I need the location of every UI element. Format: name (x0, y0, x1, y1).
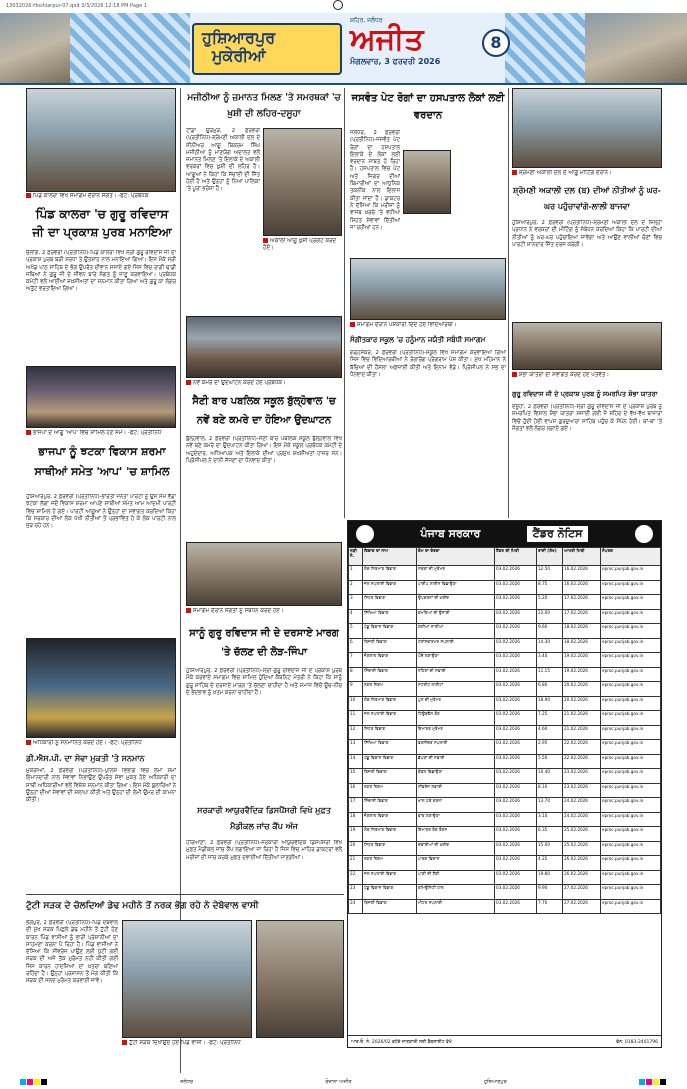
kalra-photo (26, 88, 176, 192)
tender-cell: 13 (349, 740, 363, 755)
tender-row (349, 725, 661, 740)
bjp-body: ਹੁਸ਼ਿਆਰਪੁਰ, 2 ਫ਼ਰਵਰੀ (ਪ੍ਰਤੀਨਿਧ)-ਭਾਰਤੀ ਜਨਤਾ ਪਾਰਟੀ ਨੂੰ ਉਸ ਸਮੇਂ ਵੱਡਾ ਝਟਕਾ ਲੱਗਾ ਜਦੋਂ ਵਿਕਾਸ ਸ਼ਰਮਾ ਆਪਣੇ ਸਾਥੀਆਂ ਸਮੇਤ ਆਮ ਆਦਮੀ ਪਾਰਟੀ ਵਿਚ ਸ਼ਾਮਿਲ ਹੋ ਗਏ। ਪਾਰਟੀ ਆਗੂਆਂ ਨੇ ਉਨ੍ਹਾਂ ਦਾ ਸਵਾਗਤ ਕਰਦਿਆਂ ਕਿਹਾ ਕਿ ਸਰਕਾਰ ਦੀਆਂ ਲੋਕ ਪੱਖੀ ਨੀਤੀਆਂ ਤੋਂ ਪ੍ਰਭਾਵਿਤ ਹੋ ਕੇ ਲੋਕ ਪਾਰਟੀ ਨਾਲ ਜੁੜ ਰਹੇ ਹਨ। (26, 494, 176, 530)
samagam-photo (350, 258, 506, 320)
tender-cell: 03.02.2026 (495, 740, 537, 755)
tender-cell: 03.02.2026 (495, 711, 537, 726)
tender-cell: ਪੁਲ ਦੀ ਮੁਰੰਮਤ (417, 696, 495, 711)
tender-cell: 12.50 (537, 566, 563, 581)
tender-row (349, 769, 661, 784)
tender-cell: 4.60 (537, 725, 563, 740)
tender-col-header: ਲੜੀ ਨੰ. (349, 548, 363, 566)
tender-cell: 25.02.2026 (563, 841, 601, 856)
caption-bullet (512, 372, 517, 377)
tender-cell: 03.02.2026 (495, 624, 537, 639)
tender-cell: 26.02.2026 (563, 870, 601, 885)
tender-cell: ਨਗਰ ਨਿਗਮ (363, 682, 417, 697)
samagam-headline: ਸੰਗੀਤਕਾਰ ਸਕੂਲ 'ਚ ਹਨੂੰਮਾਨ ਜਯੰਤੀ ਸਬੰਧੀ ਸਮਾਗਮ (350, 335, 486, 344)
tender-cell: ਸਿੱਖਿਆ ਵਿਭਾਗ (363, 740, 417, 755)
masthead-photo-left (0, 13, 70, 85)
tender-cell: ਸਿੰਚਾਈ ਵਿਭਾਗ (363, 798, 417, 813)
tender-cell: 20.02.2026 (563, 696, 601, 711)
masthead (0, 13, 687, 85)
kalra-headline: ਪਿੰਡ ਕਾਲਰਾ 'ਚ ਗੁਰੂ ਰਵਿਦਾਸ ਜੀ ਦਾ ਪ੍ਰਕਾਸ਼ ਪੁਰਬ ਮਨਾਇਆ (32, 207, 172, 239)
tender-row (349, 899, 661, 914)
tender-cell: 13.70 (537, 798, 563, 813)
tender-row (349, 841, 661, 856)
tender-cell: 11 (349, 711, 363, 726)
sant-body: ਹੁਸ਼ਿਆਰਪੁਰ, 2 ਫ਼ਰਵਰੀ (ਪ੍ਰਤੀਨਿਧ)-ਸ੍ਰੀ ਗੁਰੂ ਰਵਿਦਾਸ ਜੀ ਦੇ ਪ੍ਰਕਾਸ਼ ਪੁਰਬ ਮੌਕੇ ਕਰਵਾਏ ਸਮਾਗਮ ਵਿਚ ਸ਼ਾਮਿਲ ਹੁੰਦਿਆਂ ਕੈਬਨਿਟ ਮੰਤਰੀ ਨੇ ਕਿਹਾ ਕਿ ਸਾਨੂੰ ਗੁਰੂ ਸਾਹਿਬ ਦੇ ਦਰਸਾਏ ਮਾਰਗ 'ਤੇ ਚੱਲਣਾ ਚਾਹੀਦਾ ਹੈ ਅਤੇ ਸਮਾਜ ਵਿਚੋਂ ਊਚ-ਨੀਚ ਦੇ ਭੇਦਭਾਵ ਨੂੰ ਖ਼ਤਮ ਕਰਨਾ ਚਾਹੀਦਾ ਹੈ। (186, 668, 342, 696)
masthead-photo-right (585, 13, 687, 85)
edition-tag: ਸ਼ਹਿਰ, ਜਲੰਧਰ (350, 17, 383, 24)
school-caption: ਨਵੇਂ ਕਮਰੇ ਦਾ ਉਦਘਾਟਨ ਕਰਦੇ ਹੋਏ ਪ੍ਰਬੰਧਕ। (186, 380, 342, 388)
shobha-photo (512, 322, 662, 370)
caption-bullet (263, 238, 268, 243)
tender-row (349, 711, 661, 726)
tender-cell: ਜੰਗਲਾਤ ਵਿਭਾਗ (363, 812, 417, 827)
tender-cell: 03.02.2026 (495, 653, 537, 668)
tender-cell: 6.35 (537, 827, 563, 842)
majithia-photo (263, 128, 342, 236)
caption-bullet (26, 740, 31, 745)
tender-col-header: ਰਾਸ਼ੀ (ਲੱਖ) (537, 548, 563, 566)
police-body: ਮੁਕੇਰੀਆਂ, 2 ਫ਼ਰਵਰੀ (ਪ੍ਰਤੀਨਿਧ)-ਪੁਲਿਸ ਵਿਭਾਗ ਵਿਚ ਲੰਮਾ ਸਮਾਂ ਇਮਾਨਦਾਰੀ ਨਾਲ ਸੇਵਾਵਾਂ ਨਿਭਾਉਣ ਉਪਰੰਤ ਸੇਵਾ ਮੁਕਤ ਹੋਏ ਅਧਿਕਾਰੀ ਦਾ ਸਾਥੀ ਅਧਿਕਾਰੀਆਂ ਵਲੋਂ ਵਿਸ਼ੇਸ਼ ਸਨਮਾਨ ਕੀਤਾ ਗਿਆ। ਇਸ ਮੌਕੇ ਬੁਲਾਰਿਆਂ ਨੇ ਉਨ੍ਹਾਂ ਦੀਆਂ ਸੇਵਾਵਾਂ ਦੀ ਸ਼ਲਾਘਾ ਕੀਤੀ ਅਤੇ ਉਨ੍ਹਾਂ ਦੀ ਲੰਮੀ ਉਮਰ ਦੀ ਕਾਮਨਾ ਕੀਤੀ। (26, 768, 176, 804)
tender-cell: 10.40 (537, 769, 563, 784)
tender-cell: ਨਗਰ ਨਿਗਮ (363, 856, 417, 871)
bjp-photo (26, 366, 176, 428)
tender-cell: 03.02.2026 (495, 667, 537, 682)
tender-cell: 03.02.2026 (495, 696, 537, 711)
paper-name: ਅਜੀਤ (350, 22, 424, 57)
masthead-pattern-right (505, 13, 585, 85)
tender-notice (347, 520, 662, 1048)
tender-cell: eproc.punjab.gov.in (601, 885, 661, 900)
tender-row (349, 783, 661, 798)
tender-cell: eproc.punjab.gov.in (601, 798, 661, 813)
sant-photo (186, 542, 342, 606)
tender-cell: 24 (349, 899, 363, 914)
tender-cell: eproc.punjab.gov.in (601, 856, 661, 871)
tender-cell: 1 (349, 566, 363, 581)
tender-cell: ਉਪਕਰਨਾਂ ਦੀ ਖ਼ਰੀਦ (417, 595, 495, 610)
color-swatches-right (639, 1079, 667, 1086)
tender-cell: 21.02.2026 (563, 711, 601, 726)
tender-row (349, 696, 661, 711)
shobha-headline: ਗੁਰੂ ਰਵਿਦਾਸ ਜੀ ਦੇ ਪ੍ਰਕਾਸ਼ ਪੁਰਬ ਨੂੰ ਸਮਰਪਿਤ ਸ਼ੋਭਾ ਯਾਤਰਾ (512, 390, 658, 398)
tender-row (349, 624, 661, 639)
road-photo (122, 920, 252, 1038)
tender-row (349, 798, 661, 813)
tender-cell: ਜਲ ਸਪਲਾਈ ਵਿਭਾਗ (363, 711, 417, 726)
samagam-caption: ਸਮਾਗਮ ਦੌਰਾਨ ਪੇਸ਼ਕਾਰੀ ਦਿੰਦੇ ਹੋਏ ਵਿਦਿਆਰਥੀ। (350, 322, 506, 330)
caption-bullet (186, 380, 191, 385)
masthead-city-band (192, 23, 342, 75)
tender-cell: 03.02.2026 (495, 725, 537, 740)
tender-cell: eproc.punjab.gov.in (601, 609, 661, 624)
ayurvedic-headline: ਸਰਕਾਰੀ ਆਯੁਰਵੈਦਿਕ ਡਿਸਪੈਂਸਰੀ ਵਿਖੇ ਮੁਫ਼ਤ ਮੈਡੀਕਲ ਜਾਂਚ ਕੈਂਪ ਅੱਜ (197, 805, 331, 831)
tender-cell: ਲੋਕ ਨਿਰਮਾਣ ਵਿਭਾਗ (363, 566, 417, 581)
tender-cell: ਪੇਂਡੂ ਵਿਕਾਸ ਵਿਭਾਗ (363, 885, 417, 900)
tender-row (349, 638, 661, 653)
tender-cell: ਕੇਬਲ ਵਿਛਾਉਣਾ (417, 769, 495, 784)
tender-col-header: ਸੰਪਰਕ (601, 548, 661, 566)
tender-cell: 17 (349, 798, 363, 813)
tender-cell: eproc.punjab.gov.in (601, 696, 661, 711)
tender-cell: 16.02.2026 (563, 580, 601, 595)
samagam-body: ਗੜ੍ਹਸ਼ੰਕਰ, 2 ਫ਼ਰਵਰੀ (ਪ੍ਰਤੀਨਿਧ)-ਸਕੂਲ ਵਿਖੇ ਸਮਾਗਮ ਕਰਵਾਇਆ ਗਿਆ ਜਿਸ ਵਿਚ ਵਿਦਿਆਰਥੀਆਂ ਨੇ ਰੰਗਾਰੰਗ ਪ੍ਰੋਗਰਾਮ ਪੇਸ਼ ਕੀਤਾ। ਮੁੱਖ ਮਹਿਮਾਨ ਨੇ ਬੱਚਿਆਂ ਦੀ ਹੌਸਲਾ ਅਫ਼ਜ਼ਾਈ ਕੀਤੀ ਅਤੇ ਇਨਾਮ ਵੰਡੇ। ਪ੍ਰਿੰਸੀਪਲ ਨੇ ਸਭ ਦਾ ਧੰਨਵਾਦ ਕੀਤਾ। (350, 350, 506, 378)
tender-cell: ਪਾਣੀ ਦੀ ਟੈਂਕੀ (417, 870, 495, 885)
tender-row (349, 856, 661, 871)
road-headline: ਟੁੱਟੀ ਸੜਕ ਦੇ ਚੱਲਦਿਆਂ ਡੇਢ ਮਹੀਨੇ ਤੋਂ ਨਰਕ ਭੋਗ ਰਹੇ ਨੇ ਦੇਬੋਵਾਲ ਵਾਸੀ (26, 901, 259, 911)
tender-cell: 03.02.2026 (495, 609, 537, 624)
tender-cell: 19.80 (537, 870, 563, 885)
tender-cell: ਜਲ ਸਪਲਾਈ ਵਿਭਾਗ (363, 580, 417, 595)
school-photo (186, 316, 342, 378)
color-swatches (20, 1079, 48, 1086)
tender-cell: 4 (349, 609, 363, 624)
tender-row (349, 740, 661, 755)
tender-cell: 23.02.2026 (563, 769, 601, 784)
caption-bullet (512, 170, 517, 175)
road-photo-2 (256, 920, 344, 1038)
tender-cell: 4.25 (537, 856, 563, 871)
city-name: ਹੁਸ਼ਿਆਰਪੁਰ (202, 28, 276, 47)
tender-cell: eproc.punjab.gov.in (601, 725, 661, 740)
tender-cell: ਇਮਾਰਤ ਮੁਰੰਮਤ (417, 725, 495, 740)
tender-cell: 03.02.2026 (495, 769, 537, 784)
tender-cell: ਬਿਜਲੀ ਵਿਭਾਗ (363, 899, 417, 914)
kalra-body: ਚੌਲਾਂਗ, 2 ਫ਼ਰਵਰੀ (ਪ੍ਰਤੀਨਿਧ)-ਪਿੰਡ ਕਾਲਰਾ ਵਿਖੇ ਸ੍ਰੀ ਗੁਰੂ ਰਵਿਦਾਸ ਜੀ ਦਾ ਪ੍ਰਕਾਸ਼ ਪੁਰਬ ਬੜੀ ਸ਼ਰਧਾ ਤੇ ਉਤਸ਼ਾਹ ਨਾਲ ਮਨਾਇਆ ਗਿਆ। ਇਸ ਮੌਕੇ ਸ੍ਰੀ ਅਖੰਡ ਪਾਠ ਸਾਹਿਬ ਦੇ ਭੋਗ ਉਪਰੰਤ ਦੀਵਾਨ ਸਜਾਏ ਗਏ ਜਿਸ ਵਿਚ ਰਾਗੀ ਢਾਡੀ ਜਥਿਆਂ ਨੇ ਗੁਰੂ ਜੀ ਦੇ ਜੀਵਨ ਬਾਰੇ ਸੰਗਤ ਨੂੰ ਜਾਣੂ ਕਰਵਾਇਆ। ਪ੍ਰਬੰਧਕ ਕਮੇਟੀ ਵਲੋਂ ਆਈਆਂ ਸ਼ਖ਼ਸੀਅਤਾਂ ਦਾ ਸਨਮਾਨ ਕੀਤਾ ਗਿਆ ਅਤੇ ਗੁਰੂ ਕਾ ਲੰਗਰ ਅਤੁੱਟ ਵਰਤਾਇਆ ਗਿਆ। (26, 250, 176, 293)
tender-cell: 16.02.2026 (563, 566, 601, 581)
tender-cell: 24.02.2026 (563, 798, 601, 813)
tender-cell: 23.02.2026 (563, 783, 601, 798)
tender-cell: ਲੋਕ ਨਿਰਮਾਣ ਵਿਭਾਗ (363, 696, 417, 711)
majithia-caption: ਅਕਾਲੀ ਆਗੂ ਖ਼ੁਸ਼ੀ ਪ੍ਰਗਟ ਕਰਦੇ ਹੋਏ। (263, 238, 337, 251)
shobha-body: ਦਸੂਹਾ, 2 ਫ਼ਰਵਰੀ (ਪ੍ਰਤੀਨਿਧ)-ਸ੍ਰੀ ਗੁਰੂ ਰਵਿਦਾਸ ਜੀ ਦੇ ਪ੍ਰਕਾਸ਼ ਪੁਰਬ ਨੂੰ ਸਮਰਪਿਤ ਵਿਸ਼ਾਲ ਸ਼ੋਭਾ ਯਾਤਰਾ ਸਜਾਈ ਗਈ ਜੋ ਸ਼ਹਿਰ ਦੇ ਵੱਖ-ਵੱਖ ਬਾਜ਼ਾਰਾਂ ਵਿਚੋਂ ਹੁੰਦੀ ਹੋਈ ਵਾਪਸ ਗੁਰਦੁਆਰਾ ਸਾਹਿਬ ਪਹੁੰਚ ਕੇ ਸੰਪੰਨ ਹੋਈ। ਥਾਂ-ਥਾਂ 'ਤੇ ਸੰਗਤਾਂ ਵਲੋਂ ਲੰਗਰ ਲਗਾਏ ਗਏ। (512, 404, 662, 432)
tender-cell: ਟਰਾਂਸਫਾਰਮਰ ਸਪਲਾਈ (417, 638, 495, 653)
tender-cell: 7.70 (537, 899, 563, 914)
file-info-line: 13032026-Hoshiarpur-07.qxd 3/3/2026 12:18 PM Page 1 (6, 3, 147, 9)
tender-cell: 6.80 (537, 682, 563, 697)
tender-cell: 22.00 (537, 609, 563, 624)
tender-cell: ਬਿਜਲੀ ਵਿਭਾਗ (363, 638, 417, 653)
tender-cell: 9 (349, 682, 363, 697)
tender-cell: 19.02.2026 (563, 653, 601, 668)
column-rule (508, 88, 509, 518)
tender-table-header-row (349, 548, 661, 566)
tender-cell: ਸਿੰਚਾਈ ਵਿਭਾਗ (363, 667, 417, 682)
tender-cell: 03.02.2026 (495, 870, 537, 885)
registration-mark (333, 0, 343, 10)
tender-cell: 2.95 (537, 740, 563, 755)
tender-cell: ਗਲੀਆਂ ਨਾਲੀਆਂ (417, 624, 495, 639)
tender-phone: ਫੋਨ: 0183-2401796 (616, 1040, 658, 1045)
majithia-headline: ਮਜੀਠੀਆ ਨੂੰ ਜ਼ਮਾਨਤ ਮਿਲਣ 'ਤੇ ਸਮਰਥਕਾਂ 'ਚ ਖ਼ੁਸ਼ੀ ਦੀ ਲਹਿਰ-ਦਸੂਹਾ (187, 93, 341, 119)
tender-cell: 03.02.2026 (495, 827, 537, 842)
tender-cell: ਇਮਾਰਤ ਰੰਗ ਰੋਗਨ (417, 827, 495, 842)
sant-headline: ਸਾਨੂੰ ਗੁਰੂ ਰਵਿਦਾਸ ਜੀ ਦੇ ਦਰਸਾਏ ਮਾਰਗ 'ਤੇ ਚੱਲਣ ਦੀ ਲੋੜ-ਜਿੰਪਾ (189, 628, 339, 658)
tender-col-header: ਵਿਭਾਗ ਦਾ ਨਾਮ (363, 548, 417, 566)
tender-row (349, 827, 661, 842)
masthead-title-block (350, 17, 480, 79)
section-divider (26, 894, 344, 895)
tender-cell: 25.02.2026 (563, 827, 601, 842)
bjp-headline: ਭਾਜਪਾ ਨੂੰ ਝਟਕਾ ਵਿਕਾਸ ਸ਼ਰਮਾ ਸਾਥੀਆਂ ਸਮੇਤ 'ਆਪ' 'ਚ ਸ਼ਾਮਿਲ (34, 445, 170, 478)
tender-col-header: ਟੈਂਡਰ ਦੀ ਮਿਤੀ (495, 548, 537, 566)
tender-cell: ਸਿਹਤ ਵਿਭਾਗ (363, 725, 417, 740)
tender-cell: 03.02.2026 (495, 580, 537, 595)
jaswant-headline: ਜਸਵੰਤ ਪੇਟ ਰੋਗਾਂ ਦਾ ਹਸਪਤਾਲ ਲੋਕਾਂ ਲਈ ਵਰਦਾਨ (351, 93, 505, 121)
tender-cell: ਕਮਿਊਨਿਟੀ ਹਾਲ (417, 885, 495, 900)
jaswant-body: ਜਲੰਧਰ, 2 ਫ਼ਰਵਰੀ (ਪ੍ਰਤੀਨਿਧ)-ਜਸਵੰਤ ਪੇਟ ਰੋਗਾਂ ਦਾ ਹਸਪਤਾਲ ਇਲਾਕੇ ਦੇ ਲੋਕਾਂ ਲਈ ਵਰਦਾਨ ਸਾਬਤ ਹੋ ਰਿਹਾ ਹੈ। ਹਸਪਤਾਲ ਵਿਚ ਪੇਟ ਅਤੇ ਜਿਗਰ ਦੀਆਂ ਬਿਮਾਰੀਆਂ ਦਾ ਆਧੁਨਿਕ ਤਕਨੀਕ ਨਾਲ ਇਲਾਜ ਕੀਤਾ ਜਾਂਦਾ ਹੈ। ਡਾਕਟਰ ਨੇ ਦੱਸਿਆ ਕਿ ਮਰੀਜ਼ਾਂ ਨੂੰ ਵਾਜਬ ਖ਼ਰਚੇ 'ਤੇ ਵਧੀਆ ਸਿਹਤ ਸੇਵਾਵਾਂ ਦਿੱਤੀਆਂ ਜਾ ਰਹੀਆਂ ਹਨ। (350, 130, 400, 231)
tender-cell: eproc.punjab.gov.in (601, 624, 661, 639)
tender-cell: 19.02.2026 (563, 667, 601, 682)
tender-row (349, 682, 661, 697)
page-footer (0, 1076, 687, 1089)
tender-cell: eproc.punjab.gov.in (601, 667, 661, 682)
tender-row (349, 667, 661, 682)
tender-cell: 8.10 (537, 783, 563, 798)
tender-cell: ਸਿਹਤ ਵਿਭਾਗ (363, 841, 417, 856)
tender-cell: eproc.punjab.gov.in (601, 783, 661, 798)
tender-cell: ਪਾਈਪ ਲਾਈਨ ਵਿਛਾਉਣਾ (417, 580, 495, 595)
tender-cell: 7.25 (537, 711, 563, 726)
tender-cell: 21.02.2026 (563, 725, 601, 740)
tender-cell: 17.02.2026 (563, 609, 601, 624)
tender-cell: 03.02.2026 (495, 885, 537, 900)
tender-cell: eproc.punjab.gov.in (601, 595, 661, 610)
tender-cell: ਪਾਰਕ ਵਿਕਾਸ (417, 856, 495, 871)
tender-cell: 14.30 (537, 638, 563, 653)
tender-cell: ਟਿਊਬਵੈਲ ਬੋਰ (417, 711, 495, 726)
tender-cell: eproc.punjab.gov.in (601, 827, 661, 842)
footer-center: ਰੋਜ਼ਾਨਾ ਅਜੀਤ (325, 1079, 352, 1085)
ayurvedic-body: ਹਰਿਆਣਾ, 2 ਫ਼ਰਵਰੀ (ਪ੍ਰਤੀਨਿਧ)-ਸਰਕਾਰੀ ਆਯੁਰਵੈਦਿਕ ਡਿਸਪੈਂਸਰੀ ਵਿਖੇ ਮੁਫ਼ਤ ਮੈਡੀਕਲ ਜਾਂਚ ਕੈਂਪ ਲਗਾਇਆ ਜਾ ਰਿਹਾ ਹੈ ਜਿਸ ਵਿਚ ਮਾਹਿਰ ਡਾਕਟਰਾਂ ਵਲੋਂ ਮਰੀਜ਼ਾਂ ਦੀ ਜਾਂਚ ਕਰਕੇ ਮੁਫ਼ਤ ਦਵਾਈਆਂ ਦਿੱਤੀਆਂ ਜਾਣਗੀਆਂ। (186, 840, 342, 861)
tender-col-header: ਆਖਰੀ ਮਿਤੀ (563, 548, 601, 566)
tender-cell: 27.02.2026 (563, 885, 601, 900)
tender-cell: 03.02.2026 (495, 856, 537, 871)
tender-cell: 5.20 (537, 595, 563, 610)
tender-cell: 03.02.2026 (495, 899, 537, 914)
tender-row (349, 754, 661, 769)
tender-cell: 03.02.2026 (495, 638, 537, 653)
tender-cell: ਪੌਦੇ ਲਗਾਉਣਾ (417, 653, 495, 668)
tender-footer-note: ਆਰ.ਓ. ਨੰ. 2026/02 ਵਧੇਰੇ ਜਾਣਕਾਰੀ ਲਈ ਵੈਬਸਾਈਟ ਵੇਖੋ (351, 1040, 452, 1045)
tender-cell: ਜਲ ਸਪਲਾਈ ਵਿਭਾਗ (363, 870, 417, 885)
tender-cell: 18.02.2026 (563, 624, 601, 639)
tender-cell: 20 (349, 841, 363, 856)
tender-cell: ਦਵਾਈਆਂ ਦੀ ਖ਼ਰੀਦ (417, 841, 495, 856)
tender-row (349, 580, 661, 595)
tender-title: ਟੈਂਡਰ ਨੋਟਿਸ (527, 526, 589, 542)
tender-cell: eproc.punjab.gov.in (601, 769, 661, 784)
tender-cell: ਲੋਕ ਨਿਰਮਾਣ ਵਿਭਾਗ (363, 827, 417, 842)
tender-cell: 9.90 (537, 885, 563, 900)
sant-caption: ਸਮਾਗਮ ਦੌਰਾਨ ਸੰਗਤਾਂ ਨੂੰ ਸੰਬੋਧਨ ਕਰਦੇ ਹੋਏ। (186, 608, 342, 622)
tender-cell: 15 (349, 769, 363, 784)
tender-cell: eproc.punjab.gov.in (601, 812, 661, 827)
tender-table (348, 547, 661, 914)
tender-cell: 03.02.2026 (495, 754, 537, 769)
tender-cell: eproc.punjab.gov.in (601, 711, 661, 726)
tender-cell: 03.02.2026 (495, 783, 537, 798)
tender-cell: 03.02.2026 (495, 841, 537, 856)
tender-cell: eproc.punjab.gov.in (601, 899, 661, 914)
caption-bullet (350, 322, 355, 327)
tender-cell: ਨਗਰ ਨਿਗਮ (363, 783, 417, 798)
tender-cell: 24.02.2026 (563, 812, 601, 827)
tender-cell: 03.02.2026 (495, 682, 537, 697)
tender-cell: ਖਾਲ ਪੱਕੇ ਕਰਨਾ (417, 798, 495, 813)
tender-cell: ਵਾੜ ਲਗਾਉਣਾ (417, 812, 495, 827)
tender-cell: ਸਟਰੀਟ ਲਾਈਟਾਂ (417, 682, 495, 697)
tender-cell: 5 (349, 624, 363, 639)
shobha-caption: ਸ਼ੋਭਾ ਯਾਤਰਾ ਦਾ ਸਵਾਗਤ ਕਰਦੇ ਹੋਏ ਪਤਵੰਤੇ। (512, 372, 662, 386)
tender-cell: 03.02.2026 (495, 595, 537, 610)
tender-cell: eproc.punjab.gov.in (601, 653, 661, 668)
police-caption: ਅਧਿਕਾਰੀ ਨੂੰ ਸਨਮਾਨਿਤ ਕਰਦੇ ਹੋਏ। -ਫੋਟੋ: ਪ੍ਰਤੀਨਿਧ (26, 740, 176, 748)
tender-row (349, 653, 661, 668)
tender-cell: 26.02.2026 (563, 856, 601, 871)
road-caption: ਟੁੱਟੀ ਸੜਕ ਦਿਖਾਉਂਦੇ ਹੋਏ ਪਿੰਡ ਵਾਸੀ। -ਫੋਟੋ: ਪ੍ਰਤੀਨਿਧ (122, 1040, 252, 1054)
police-photo (26, 638, 176, 738)
tender-cell: 9.60 (537, 624, 563, 639)
tender-cell: 17.02.2026 (563, 595, 601, 610)
school-headline: ਸੈਣੀ ਬਾਰ ਪਬਲਿਕ ਸਕੂਲ ਬੁੱਲ੍ਹੋਵਾਲ 'ਚ ਨਵੇਂ ਬਣੇ ਕਮਰੇ ਦਾ ਹੋਇਆ ਉਦਘਾਟਨ (192, 396, 336, 426)
tender-row (349, 595, 661, 610)
tender-cell: ਸੜਕਾਂ ਦੀ ਮੁਰੰਮਤ (417, 566, 495, 581)
tender-cell: 7 (349, 653, 363, 668)
tender-cell: 6 (349, 638, 363, 653)
tender-header (348, 521, 661, 547)
akali-caption: ਸ਼੍ਰੋਮਣੀ ਅਕਾਲੀ ਦਲ ਦੇ ਆਗੂ ਮੀਟਿੰਗ ਦੌਰਾਨ। (512, 170, 662, 178)
tender-cell: 8.75 (537, 580, 563, 595)
emblem-icon-right (635, 525, 653, 543)
tender-cell: 2 (349, 580, 363, 595)
kalra-caption: ਪਿੰਡ ਕਾਲਰਾ ਵਿਖੇ ਸਮਾਗਮ ਦੌਰਾਨ ਸੰਗਤ। -ਫੋਟੋ: ਪ੍ਰਬੰਧਕ (26, 193, 176, 201)
tender-cell: 03.02.2026 (495, 566, 537, 581)
tender-cell: ਕਮਰਿਆਂ ਦੀ ਉਸਾਰੀ (417, 609, 495, 624)
tender-cell: eproc.punjab.gov.in (601, 566, 661, 581)
majithia-body: ਟਾਂਡਾ ਉੜਮੁੜ, 2 ਫ਼ਰਵਰੀ (ਪ੍ਰਤੀਨਿਧ)-ਸ਼੍ਰੋਮਣੀ ਅਕਾਲੀ ਦਲ ਦੇ ਸੀਨੀਅਰ ਆਗੂ ਬਿਕਰਮ ਸਿੰਘ ਮਜੀਠੀਆ ਨੂੰ ਮਾਣਯੋਗ ਅਦਾਲਤ ਵਲੋਂ ਜ਼ਮਾਨਤ ਮਿਲਣ 'ਤੇ ਇਲਾਕੇ ਦੇ ਅਕਾਲੀ ਵਰਕਰਾਂ ਵਿਚ ਖ਼ੁਸ਼ੀ ਦੀ ਲਹਿਰ ਹੈ। ਆਗੂਆਂ ਨੇ ਕਿਹਾ ਕਿ ਸੱਚਾਈ ਦੀ ਜਿੱਤ ਹੋਈ ਹੈ ਅਤੇ ਉਨ੍ਹਾਂ ਨੂੰ ਨਿਆਂ ਪਾਲਿਕਾ 'ਤੇ ਪੂਰਾ ਭਰੋਸਾ ਹੈ। (186, 128, 260, 193)
tender-cell: 19 (349, 827, 363, 842)
tender-cell: ਛੱਪੜਾਂ ਦੀ ਸਫ਼ਾਈ (417, 754, 495, 769)
tender-cell: 03.02.2026 (495, 798, 537, 813)
tender-row (349, 609, 661, 624)
tender-cell: 22 (349, 870, 363, 885)
tender-row (349, 870, 661, 885)
tender-cell: 22.02.2026 (563, 754, 601, 769)
school-body: ਬੁੱਲ੍ਹੋਵਾਲ, 2 ਫ਼ਰਵਰੀ (ਪ੍ਰਤੀਨਿਧ)-ਸੈਣੀ ਬਾਰ ਪਬਲਿਕ ਸਕੂਲ ਬੁੱਲ੍ਹੋਵਾਲ ਵਿਖੇ ਨਵੇਂ ਬਣੇ ਕਮਰੇ ਦਾ ਉਦਘਾਟਨ ਕੀਤਾ ਗਿਆ। ਇਸ ਮੌਕੇ ਸਕੂਲ ਪ੍ਰਬੰਧਕ ਕਮੇਟੀ ਦੇ ਅਹੁਦੇਦਾਰ, ਅਧਿਆਪਕ ਅਤੇ ਇਲਾਕੇ ਦੀਆਂ ਪ੍ਰਮੁੱਖ ਸ਼ਖ਼ਸੀਅਤਾਂ ਹਾਜ਼ਰ ਸਨ। ਪ੍ਰਿੰਸੀਪਲ ਨੇ ਦਾਨੀ ਸੱਜਣਾਂ ਦਾ ਧੰਨਵਾਦ ਕੀਤਾ। (186, 436, 342, 464)
tender-cell: eproc.punjab.gov.in (601, 870, 661, 885)
tender-cell: ਸਿੱਖਿਆ ਵਿਭਾਗ (363, 609, 417, 624)
city-name-2: ਮੁਕੇਰੀਆਂ (212, 46, 266, 65)
caption-bullet (26, 193, 31, 198)
akali-body: ਹੁਸ਼ਿਆਰਪੁਰ, 2 ਫ਼ਰਵਰੀ (ਪ੍ਰਤੀਨਿਧ)-ਸ਼੍ਰੋਮਣੀ ਅਕਾਲੀ ਦਲ ਦੇ ਜ਼ਿਲ੍ਹਾ ਪ੍ਰਧਾਨ ਨੇ ਵਰਕਰਾਂ ਦੀ ਮੀਟਿੰਗ ਨੂੰ ਸੰਬੋਧਨ ਕਰਦਿਆਂ ਕਿਹਾ ਕਿ ਪਾਰਟੀ ਦੀਆਂ ਨੀਤੀਆਂ ਨੂੰ ਘਰ-ਘਰ ਪਹੁੰਚਾਇਆ ਜਾਵੇਗਾ ਅਤੇ ਆਉਣ ਵਾਲੀਆਂ ਚੋਣਾਂ ਵਿਚ ਪਾਰਟੀ ਸ਼ਾਨਦਾਰ ਜਿੱਤ ਦਰਜ ਕਰੇਗੀ। (512, 220, 662, 248)
tender-cell: eproc.punjab.gov.in (601, 580, 661, 595)
tender-cell: ਸਿਹਤ ਵਿਭਾਗ (363, 595, 417, 610)
akali-photo (512, 88, 662, 168)
tender-cell: 22.02.2026 (563, 740, 601, 755)
tender-cell: 8 (349, 667, 363, 682)
tender-cell: 5.50 (537, 754, 563, 769)
caption-bullet (186, 608, 191, 613)
footer-right: ਹੁਸ਼ਿਆਰਪੁਰ (483, 1079, 507, 1085)
tender-cell: ਜੰਗਲਾਤ ਵਿਭਾਗ (363, 653, 417, 668)
tender-row (349, 566, 661, 581)
tender-cell: 3.10 (537, 812, 563, 827)
tender-row (349, 885, 661, 900)
tender-cell: eproc.punjab.gov.in (601, 740, 661, 755)
tender-table-body (349, 566, 661, 914)
tender-cell: 18 (349, 812, 363, 827)
tender-cell: ਬਿਜਲੀ ਵਿਭਾਗ (363, 769, 417, 784)
tender-cell: 10 (349, 696, 363, 711)
road-body-col1: ਭੋਗਪੁਰ, 2 ਫ਼ਰਵਰੀ (ਪ੍ਰਤੀਨਿਧ)-ਪਿੰਡ ਦੇਬੋਵਾਲ ਦੀ ਮੁੱਖ ਸੜਕ ਪਿਛਲੇ ਡੇਢ ਮਹੀਨੇ ਤੋਂ ਟੁੱਟੀ ਹੋਣ ਕਾਰਨ ਪਿੰਡ ਵਾਸੀਆਂ ਨੂੰ ਭਾਰੀ ਪ੍ਰੇਸ਼ਾਨੀਆਂ ਦਾ ਸਾਹਮਣਾ ਕਰਨਾ ਪੈ ਰਿਹਾ ਹੈ। ਪਿੰਡ ਵਾਸੀਆਂ ਨੇ ਦੱਸਿਆ ਕਿ ਸੀਵਰੇਜ ਪਾਉਣ ਲਈ ਪੁੱਟੀ ਗਈ ਸੜਕ ਦੀ ਅਜੇ ਤੱਕ ਮੁਰੰਮਤ ਨਹੀਂ ਕੀਤੀ ਗਈ ਜਿਸ ਕਾਰਨ ਹਾਦਸਿਆਂ ਦਾ ਖ਼ਤਰਾ ਬਣਿਆ ਰਹਿੰਦਾ ਹੈ। ਉਨ੍ਹਾਂ ਪ੍ਰਸ਼ਾਸਨ ਤੋਂ ਮੰਗ ਕੀਤੀ ਕਿ ਸੜਕ ਦੀ ਜਲਦ ਮੁਰੰਮਤ ਕਰਵਾਈ ਜਾਵੇ। (26, 920, 118, 985)
tender-cell: 3.40 (537, 653, 563, 668)
tender-cell: 03.02.2026 (495, 812, 537, 827)
tender-cell: 16 (349, 783, 363, 798)
tender-cell: 15.00 (537, 841, 563, 856)
caption-bullet (26, 430, 31, 435)
tender-cell: 21 (349, 856, 363, 871)
bjp-caption: ਭਾਜਪਾ ਦੇ ਆਗੂ 'ਆਪ' ਵਿਚ ਸ਼ਾਮਿਲ ਹੋਣ ਸਮੇਂ। -ਫੋਟੋ: ਪ੍ਰਤੀਨਿਧ (26, 430, 176, 438)
tender-cell: ਪੇਂਡੂ ਵਿਕਾਸ ਵਿਭਾਗ (363, 754, 417, 769)
tender-col-header: ਕੰਮ ਦਾ ਵੇਰਵਾ (417, 548, 495, 566)
tender-cell: 23 (349, 885, 363, 900)
tender-footer (348, 1035, 661, 1047)
tender-row (349, 812, 661, 827)
tender-cell: ਨਹਿਰਾਂ ਦੀ ਸਫ਼ਾਈ (417, 667, 495, 682)
govt-name: ਪੰਜਾਬ ਸਰਕਾਰ (420, 527, 481, 540)
tender-cell: 18.02.2026 (563, 638, 601, 653)
jaswant-portrait (403, 150, 451, 214)
page-number: 8 (482, 29, 510, 57)
police-headline: ਡੀ.ਐਸ.ਪੀ. ਦਾ ਸੇਵਾ ਮੁਕਤੀ 'ਤੇ ਸਨਮਾਨ (26, 753, 145, 763)
tender-cell: ਪੇਂਡੂ ਵਿਕਾਸ ਵਿਭਾਗ (363, 624, 417, 639)
tender-cell: eproc.punjab.gov.in (601, 638, 661, 653)
tender-cell: ਫ਼ਰਨੀਚਰ ਸਪਲਾਈ (417, 740, 495, 755)
caption-bullet (122, 1040, 127, 1045)
issue-date: ਮੰਗਲਵਾਰ, 3 ਫਰਵਰੀ 2026 (350, 57, 441, 66)
akali-headline: ਸ਼੍ਰੋਮਣੀ ਅਕਾਲੀ ਦਲ (ਬ) ਦੀਆਂ ਨੀਤੀਆਂ ਨੂੰ ਘਰ-ਘਰ ਪਹੁੰਚਾਵਾਂਗੇ-ਲਾਲੀ ਬਾਜਵਾ (513, 185, 661, 211)
column-rule (344, 88, 345, 518)
tender-cell: eproc.punjab.gov.in (601, 682, 661, 697)
tender-cell: 18.90 (537, 696, 563, 711)
tender-cell: ਮੀਟਰ ਸਪਲਾਈ (417, 899, 495, 914)
tender-cell: eproc.punjab.gov.in (601, 754, 661, 769)
tender-cell: 14 (349, 754, 363, 769)
tender-cell: eproc.punjab.gov.in (601, 841, 661, 856)
masthead-pattern-left (70, 13, 190, 85)
tender-cell: 11.15 (537, 667, 563, 682)
tender-cell: ਸੀਵਰੇਜ ਸਫ਼ਾਈ (417, 783, 495, 798)
emblem-icon (356, 525, 374, 543)
tender-cell: 27.02.2026 (563, 899, 601, 914)
tender-cell: 12 (349, 725, 363, 740)
tender-cell: 3 (349, 595, 363, 610)
footer-left: ਜਲੰਧਰ (180, 1079, 194, 1085)
tender-cell: 20.02.2026 (563, 682, 601, 697)
